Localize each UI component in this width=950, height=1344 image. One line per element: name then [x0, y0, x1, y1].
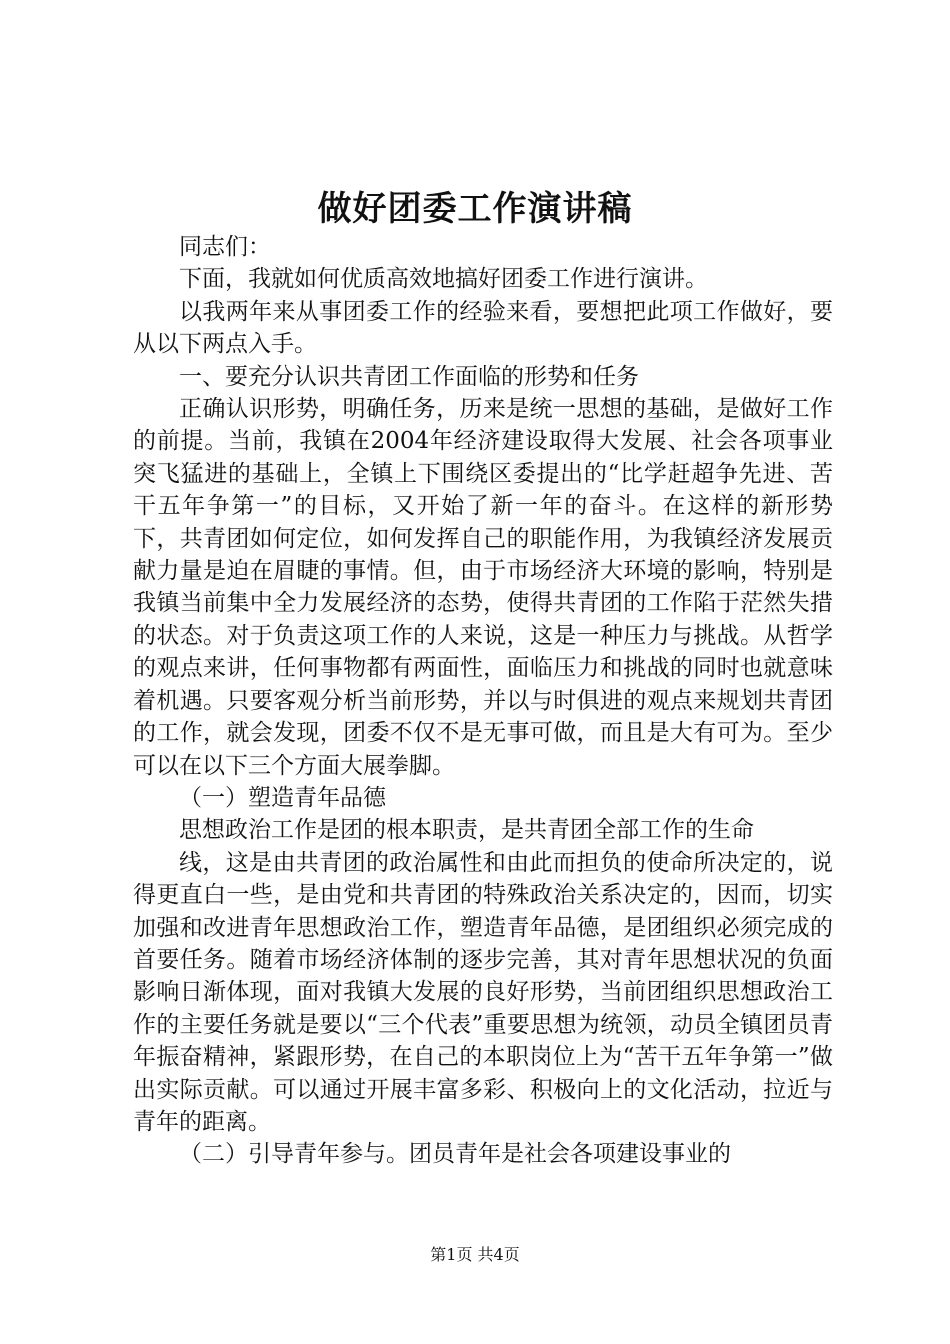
- document-body: [133, 231, 833, 1171]
- section-heading-1: 一、要充分认识共青团工作面临的形势和任务: [179, 363, 639, 390]
- subsection-heading-1: （一）塑造青年品德: [179, 784, 386, 811]
- document-title: 做好团委工作演讲稿: [317, 189, 633, 229]
- intro-paragraph: 下面，我就如何优质高效地搞好团委工作进行演讲。: [179, 266, 708, 293]
- page-footer: 第1页 共4页: [430, 1245, 520, 1264]
- situation-paragraph: 正确认识形势，明确任务，历来是统一思想的基础，是做好工作的前提。当前，我镇在2004年经济建设取得大发展、社会各项事业突飞猛进的基础上，全镇上下围绕区委提出的“比学赶超争先进、苦干五年争第一”的目标，又开始了新一年的奋斗。在这样的新形势下，共青团如何定位，如何发挥自己的职能作用，为我镇经济发展贡献力量是迫在眉睫的事情。但，由于市场经济大环境的影响，特别是我镇当前集中全力发展经济的态势，使得共青团的工作陷于茫然失措的状态。对于负责这项工作的人来说，这是一种压力与挑战。从哲学的观点来讲，任何事物都有两面性，面临压力和挑战的同时也就意味着机遇。只要客观分析当前形势，并以与时俱进的观点来规划共青团的工作，就会发现，团委不仅不是无事可做，而且是大有可为。至少可以在以下三个方面大展拳脚。: [133, 396, 833, 779]
- ideology-paragraph: 线，这是由共青团的政治属性和由此而担负的使命所决定的，说得更直白一些，是由党和共青团的特殊政治关系决定的，因而，切实加强和改进青年思想政治工作，塑造青年品德，是团组织必须完成的首要任务。随着市场经济体制的逐步完善，其对青年思想状况的负面影响日渐体现，面对我镇大发展的良好形势，当前团组织思想政治工作的主要任务就是要以“三个代表”重要思想为统领，动员全镇团员青年振奋精神，紧跟形势，在自己的本职岗位上为“苦干五年争第一”做出实际贡献。可以通过开展丰富多彩、积极向上的文化活动，拉近与青年的距离。: [133, 849, 833, 1135]
- experience-paragraph: 以我两年来从事团委工作的经验来看，要想把此项工作做好，要从以下两点入手。: [133, 298, 833, 358]
- subsection-heading-2: （二）引导青年参与。团员青年是社会各项建设事业的: [179, 1141, 731, 1168]
- greeting-paragraph: 同志们：: [179, 234, 271, 260]
- ideology-paragraph-start: 思想政治工作是团的根本职责，是共青团全部工作的生命: [179, 817, 754, 844]
